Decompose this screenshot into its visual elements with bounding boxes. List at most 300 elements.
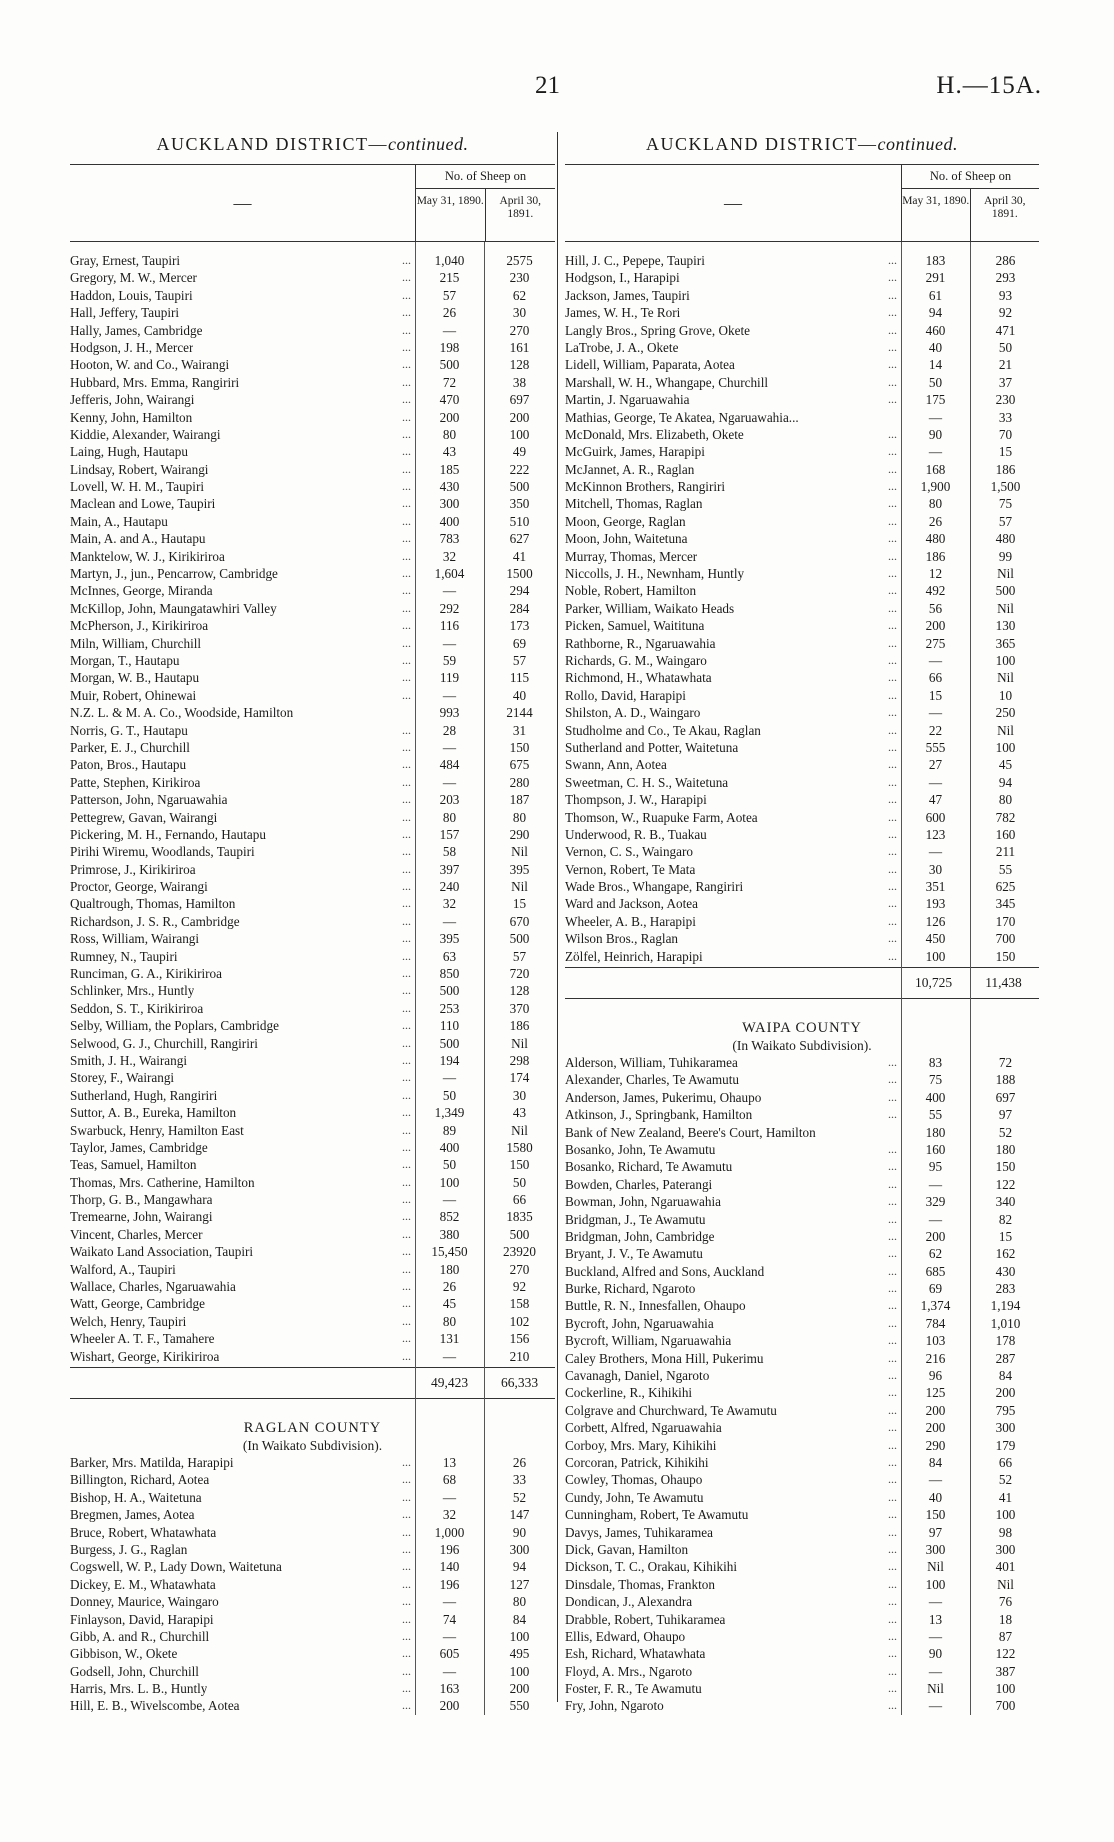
table-row xyxy=(565,1628,1039,1645)
sheep-1890: 74 xyxy=(442,1611,457,1627)
leader-dots: ... xyxy=(888,513,897,528)
table-row xyxy=(70,1576,555,1593)
owner-name: Hodgson, J. H., Mercer xyxy=(70,339,194,355)
owner-name: Buttle, R. N., Innesfallen, Ohaupo xyxy=(565,1298,746,1314)
leader-dots: ... xyxy=(402,618,411,633)
sheep-1891: 180 xyxy=(995,1141,1016,1157)
sheep-1891: 370 xyxy=(509,1000,530,1016)
owner-name: Foster, F. R., Te Awamutu xyxy=(565,1681,702,1697)
table-row xyxy=(70,269,555,286)
owner-name: Cockerline, R., Kihikihi xyxy=(565,1385,693,1401)
owner-name: Gibb, A. and R., Churchill xyxy=(70,1628,210,1644)
owner-name: Buckland, Alfred and Sons, Auckland xyxy=(565,1263,765,1279)
sheep-1891: 94 xyxy=(998,774,1013,790)
sheep-1890: 50 xyxy=(928,374,943,390)
sheep-1891: 284 xyxy=(509,600,530,616)
leader-dots: ... xyxy=(402,513,411,528)
col-header-1890: May 31, 1890. xyxy=(416,189,486,241)
sheep-1890: 43 xyxy=(442,444,457,460)
sheep-1891: 41 xyxy=(998,1489,1013,1505)
owner-name: Thompson, J. W., Harapipi xyxy=(565,792,707,808)
sheep-1891: 697 xyxy=(995,1089,1016,1105)
sheep-1891: 100 xyxy=(509,1628,530,1644)
sheep-1890: — xyxy=(442,1628,457,1644)
sheep-1891: 92 xyxy=(512,1279,527,1295)
sheep-1891: 99 xyxy=(998,548,1013,564)
leader-dots: ... xyxy=(888,1489,897,1504)
table-row xyxy=(565,1506,1039,1523)
sheep-1890: 380 xyxy=(439,1226,460,1242)
owners-table xyxy=(70,242,555,1715)
table-row xyxy=(70,895,555,912)
sheep-1891: Nil xyxy=(997,722,1014,738)
sheep-1890: 83 xyxy=(928,1055,943,1071)
owner-name: Hooton, W. and Co., Wairangi xyxy=(70,357,230,373)
sheep-1890: — xyxy=(442,687,457,703)
sheep-1891: 100 xyxy=(995,1681,1016,1697)
leader-dots: ... xyxy=(888,1246,897,1261)
owner-name: Martyn, J., jun., Pencarrow, Cambridge xyxy=(70,566,278,582)
owner-name: Martin, J. Ngaruawahia xyxy=(565,392,690,408)
sheep-1890: 15 xyxy=(928,687,943,703)
table-row xyxy=(70,1122,555,1139)
sheep-1890: 90 xyxy=(928,1646,943,1662)
sheep-1891: 700 xyxy=(995,1698,1016,1714)
leader-dots: ... xyxy=(888,600,897,615)
leader-dots: ... xyxy=(888,913,897,928)
table-row xyxy=(565,548,1039,565)
leader-dots: ... xyxy=(402,966,411,981)
leader-dots: ... xyxy=(888,444,897,459)
leader-dots: ... xyxy=(888,1159,897,1174)
sheep-1890: 45 xyxy=(442,1296,457,1312)
sheep-1891: 43 xyxy=(512,1105,527,1121)
sheep-1890: 292 xyxy=(439,600,460,616)
sheep-1890: 157 xyxy=(439,826,460,842)
table-row xyxy=(565,530,1039,547)
leader-dots: ... xyxy=(888,844,897,859)
sheep-1890: Nil xyxy=(927,1681,944,1697)
document-reference: H.—15A. xyxy=(936,72,1042,99)
leader-dots: ... xyxy=(402,792,411,807)
sheep-1890: 80 xyxy=(442,426,457,442)
sheep-1891: 57 xyxy=(512,652,527,668)
owner-name: Bowden, Charles, Paterangi xyxy=(565,1176,713,1192)
sheep-1890: 80 xyxy=(928,496,943,512)
sheep-1890: 119 xyxy=(439,670,460,686)
sheep-1890: 484 xyxy=(439,757,460,773)
leader-dots: ... xyxy=(888,253,897,267)
owner-name: Bank of New Zealand, Beere's Court, Hamilton xyxy=(565,1124,816,1140)
sheep-1890: 32 xyxy=(442,896,457,912)
leader-dots: ... xyxy=(402,1018,411,1033)
sheep-1890: 13 xyxy=(928,1611,943,1627)
sheep-1891: 280 xyxy=(509,774,530,790)
sheep-1891: 300 xyxy=(509,1541,530,1557)
sheep-1891: 401 xyxy=(995,1559,1016,1575)
owner-name: Hall, Jeffery, Taupiri xyxy=(70,305,180,321)
sheep-1891: 161 xyxy=(509,339,530,355)
sheep-1890: 40 xyxy=(928,1489,943,1505)
owner-name: Swann, Ann, Aotea xyxy=(565,757,667,773)
sheep-1891: 210 xyxy=(509,1348,530,1364)
owner-name: Alderson, William, Tuhikaramea xyxy=(565,1055,738,1071)
table-row xyxy=(565,426,1039,443)
sheep-1891: 57 xyxy=(998,513,1013,529)
table-row xyxy=(565,582,1039,599)
owner-name: Corbett, Alfred, Ngaruawahia xyxy=(565,1420,722,1436)
sheep-1890: — xyxy=(442,322,457,338)
leader-dots: ... xyxy=(402,409,411,424)
sheep-1891: 97 xyxy=(998,1107,1013,1123)
total-row xyxy=(565,967,1039,999)
sheep-1891: 200 xyxy=(509,1681,530,1697)
sheep-1890: 783 xyxy=(439,531,460,547)
table-row xyxy=(565,565,1039,582)
table-row xyxy=(70,1278,555,1295)
sheep-1891: 2144 xyxy=(506,705,533,721)
leader-dots: ... xyxy=(888,739,897,754)
leader-dots: ... xyxy=(402,826,411,841)
table-row xyxy=(70,861,555,878)
sheep-1890: 685 xyxy=(925,1263,946,1279)
sheep-1891: 94 xyxy=(512,1559,527,1575)
table-row xyxy=(565,1297,1039,1314)
owner-name: Tremearne, John, Wairangi xyxy=(70,1209,213,1225)
leader-dots: ... xyxy=(888,1455,897,1469)
leader-dots: ... xyxy=(402,1663,411,1678)
sheep-1890: — xyxy=(928,1176,943,1192)
table-row xyxy=(565,600,1039,617)
sheep-1891: 93 xyxy=(998,287,1013,303)
sheep-1890: 69 xyxy=(928,1281,943,1297)
sheep-1891: 98 xyxy=(998,1524,1013,1540)
sheep-1890: 198 xyxy=(439,339,460,355)
owner-name: Richards, G. M., Waingaro xyxy=(565,652,707,668)
table-row xyxy=(565,1350,1039,1367)
owner-name: Parker, E. J., Churchill xyxy=(70,739,190,755)
leader-dots: ... xyxy=(888,1507,897,1522)
sheep-1891: 69 xyxy=(512,635,527,651)
leader-dots: ... xyxy=(402,1000,411,1015)
leader-dots: ... xyxy=(402,1157,411,1172)
sheep-1890: 400 xyxy=(925,1089,946,1105)
sheep-1891: 150 xyxy=(509,739,530,755)
sheep-1890: 215 xyxy=(439,270,460,286)
table-row xyxy=(70,548,555,565)
leader-dots: ... xyxy=(402,1524,411,1539)
owner-name: Bryant, J. V., Te Awamutu xyxy=(565,1246,703,1262)
leader-dots: ... xyxy=(402,1541,411,1556)
table-row xyxy=(70,495,555,512)
table-row xyxy=(565,443,1039,460)
total-1890: 10,725 xyxy=(914,975,953,991)
sheep-1890: 100 xyxy=(925,1576,946,1592)
owner-name: Paton, Bros., Hautapu xyxy=(70,757,187,773)
table-row xyxy=(70,1330,555,1347)
leader-dots: ... xyxy=(888,1472,897,1487)
total-row xyxy=(70,1367,555,1399)
owner-name: Vernon, C. S., Waingaro xyxy=(565,844,693,860)
sheep-1891: 293 xyxy=(995,270,1016,286)
table-row xyxy=(565,809,1039,826)
leader-dots: ... xyxy=(402,913,411,928)
leader-dots: ... xyxy=(888,357,897,372)
sheep-1890: 116 xyxy=(439,618,460,634)
sheep-1890: 13 xyxy=(442,1455,457,1470)
leader-dots: ... xyxy=(402,357,411,372)
owner-name: Bycroft, John, Ngaruawahia xyxy=(565,1315,714,1331)
table-row xyxy=(70,600,555,617)
sheep-1890: 14 xyxy=(928,357,943,373)
table-row xyxy=(565,1158,1039,1175)
sheep-1890: — xyxy=(442,635,457,651)
leader-dots: ... xyxy=(888,722,897,737)
leader-dots: ... xyxy=(888,931,897,946)
table-row xyxy=(70,1663,555,1680)
sheep-1890: 186 xyxy=(925,548,946,564)
owner-name: Muir, Robert, Ohinewai xyxy=(70,687,197,703)
table-row xyxy=(70,409,555,426)
table-row xyxy=(70,1697,555,1714)
table-row xyxy=(70,1017,555,1034)
leader-dots: ... xyxy=(888,305,897,320)
sheep-count-title: No. of Sheep on xyxy=(416,165,555,189)
table-row xyxy=(565,1680,1039,1697)
sheep-1890: 175 xyxy=(925,392,946,408)
table-row xyxy=(565,1245,1039,1262)
owner-name: Thomson, W., Ruapuke Farm, Aotea xyxy=(565,809,758,825)
table-row xyxy=(70,913,555,930)
leader-dots: ... xyxy=(402,1296,411,1311)
owner-name: Cowley, Thomas, Ohaupo xyxy=(565,1472,703,1488)
leader-dots: ... xyxy=(402,983,411,998)
owner-name: Drabble, Robert, Tuhikaramea xyxy=(565,1611,726,1627)
sheep-1890: 90 xyxy=(928,426,943,442)
table-row xyxy=(565,652,1039,669)
page-number: 21 xyxy=(535,72,560,99)
owner-name: Barker, Mrs. Matilda, Harapipi xyxy=(70,1455,234,1470)
sheep-1890: 80 xyxy=(442,1313,457,1329)
owner-name: Patte, Stephen, Kirikiroa xyxy=(70,774,201,790)
owner-name: Waikato Land Association, Taupiri xyxy=(70,1244,254,1260)
leader-dots: ... xyxy=(402,896,411,911)
owner-name: Anderson, James, Pukerimu, Ohaupo xyxy=(565,1089,762,1105)
leader-dots: ... xyxy=(402,1279,411,1294)
sheep-1891: 670 xyxy=(509,913,530,929)
owner-name: Moon, George, Raglan xyxy=(565,513,686,529)
sheep-1891: 365 xyxy=(995,635,1016,651)
leader-dots: ... xyxy=(888,1437,897,1452)
sheep-1891: 287 xyxy=(995,1350,1016,1366)
sheep-1890: 160 xyxy=(925,1141,946,1157)
leader-dots: ... xyxy=(402,1681,411,1696)
leader-dots: ... xyxy=(888,1628,897,1643)
owner-name: Jefferis, John, Wairangi xyxy=(70,392,195,408)
sheep-1891: 300 xyxy=(995,1541,1016,1557)
owner-name: McPherson, J., Kirikiriroa xyxy=(70,618,209,634)
sheep-1891: 100 xyxy=(995,652,1016,668)
owner-name: Donney, Maurice, Waingaro xyxy=(70,1594,219,1610)
table-row xyxy=(70,1471,555,1488)
sheep-1891: 57 xyxy=(512,948,527,964)
table-row xyxy=(70,1489,555,1506)
leader-dots: ... xyxy=(888,1211,897,1226)
sheep-1891: 84 xyxy=(998,1368,1013,1384)
owner-name: Hubbard, Mrs. Emma, Rangiriri xyxy=(70,374,240,390)
sheep-1890: — xyxy=(928,1663,943,1679)
leader-dots: ... xyxy=(402,1628,411,1643)
leader-dots: ... xyxy=(888,896,897,911)
table-row xyxy=(70,322,555,339)
table-row xyxy=(565,1054,1039,1071)
table-row xyxy=(565,913,1039,930)
sheep-1891: 100 xyxy=(995,1507,1016,1523)
owner-name: Main, A., Hautapu xyxy=(70,513,168,529)
table-row xyxy=(565,843,1039,860)
sheep-1891: 170 xyxy=(995,913,1016,929)
leader-dots: ... xyxy=(402,670,411,685)
table-row xyxy=(70,669,555,686)
owner-name: Miln, William, Churchill xyxy=(70,635,202,651)
table-row xyxy=(70,1593,555,1610)
sheep-1890: 200 xyxy=(925,1402,946,1418)
sheep-1891: Nil xyxy=(997,670,1014,686)
owner-name: Wishart, George, Kirikiriroa xyxy=(70,1348,220,1364)
sheep-1891: 627 xyxy=(509,531,530,547)
owner-name: Parker, William, Waikato Heads xyxy=(565,600,735,616)
owner-name: Zölfel, Heinrich, Harapipi xyxy=(565,948,703,964)
sheep-1891: 510 xyxy=(509,513,530,529)
table-row xyxy=(70,1104,555,1121)
leader-dots: ... xyxy=(888,270,897,285)
sheep-1890: 61 xyxy=(928,287,943,303)
leader-dots: ... xyxy=(402,1331,411,1346)
table-row xyxy=(565,287,1039,304)
owner-name: Swarbuck, Henry, Hamilton East xyxy=(70,1122,244,1138)
sheep-1890: 55 xyxy=(928,1107,943,1123)
leader-dots: ... xyxy=(888,635,897,650)
sheep-1891: Nil xyxy=(997,566,1014,582)
sheep-1890: 1,900 xyxy=(920,479,951,495)
total-1890: 49,423 xyxy=(430,1375,469,1390)
leader-dots: ... xyxy=(888,705,897,720)
table-row xyxy=(565,1263,1039,1280)
sheep-1891: 40 xyxy=(512,687,527,703)
leader-dots: ... xyxy=(888,652,897,667)
leader-dots: ... xyxy=(888,861,897,876)
sheep-1891: 130 xyxy=(995,618,1016,634)
sheep-1891: 90 xyxy=(512,1524,527,1540)
sheep-1891: 1,010 xyxy=(990,1315,1021,1331)
table-row xyxy=(565,1558,1039,1575)
leader-dots: ... xyxy=(402,1209,411,1224)
sheep-1891: 127 xyxy=(509,1576,530,1592)
owner-name: Walford, A., Taupiri xyxy=(70,1261,176,1277)
table-row xyxy=(70,374,555,391)
table-row xyxy=(565,1332,1039,1349)
table-row xyxy=(70,478,555,495)
table-row xyxy=(565,1663,1039,1680)
owner-name: James, W. H., Te Rori xyxy=(565,305,681,321)
sheep-1890: 62 xyxy=(928,1246,943,1262)
owner-name: Teas, Samuel, Hamilton xyxy=(70,1157,197,1173)
sheep-1890: 26 xyxy=(442,305,457,321)
leader-dots: ... xyxy=(402,687,411,702)
total-1891: 11,438 xyxy=(985,975,1022,991)
table-row xyxy=(70,1087,555,1104)
table-row xyxy=(70,513,555,530)
owner-name: Floyd, A. Mrs., Ngaroto xyxy=(565,1663,693,1679)
col-header-1890: May 31, 1890. xyxy=(902,189,971,241)
leader-dots: ... xyxy=(402,1105,411,1120)
leader-dots: ... xyxy=(888,687,897,702)
owner-name: Watt, George, Cambridge xyxy=(70,1296,205,1312)
sheep-1890: 203 xyxy=(439,792,460,808)
leader-dots: ... xyxy=(888,461,897,476)
sheep-1890: 200 xyxy=(925,1420,946,1436)
sheep-1890: 15,450 xyxy=(431,1244,468,1260)
county-subtitle: (In Waikato Subdivision). xyxy=(242,1438,383,1453)
owner-name: Wheeler A. T. F., Tamahere xyxy=(70,1331,215,1347)
leader-dots: ... xyxy=(402,322,411,337)
table-row xyxy=(565,1489,1039,1506)
table-row xyxy=(70,356,555,373)
sheep-1890: — xyxy=(442,1663,457,1679)
sheep-1891: 82 xyxy=(998,1211,1013,1227)
left-column xyxy=(70,132,555,1715)
sheep-1891: 75 xyxy=(998,496,1013,512)
leader-dots: ... xyxy=(888,1420,897,1435)
table-row xyxy=(565,1315,1039,1332)
sheep-1890: 30 xyxy=(928,861,943,877)
table-row xyxy=(565,356,1039,373)
owner-name: Ellis, Edward, Ohaupo xyxy=(565,1628,686,1644)
sheep-1891: 283 xyxy=(995,1281,1016,1297)
sheep-1890: 185 xyxy=(439,461,460,477)
table-row xyxy=(565,391,1039,408)
owner-name: Finlayson, David, Harapipi xyxy=(70,1611,214,1627)
leader-dots: ... xyxy=(888,1559,897,1574)
sheep-1890: — xyxy=(928,1211,943,1227)
owner-name: Marshall, W. H., Whangape, Churchill xyxy=(565,374,769,390)
table-row xyxy=(70,791,555,808)
leader-dots: ... xyxy=(402,809,411,824)
table-row xyxy=(70,582,555,599)
leader-dots: ... xyxy=(888,1350,897,1365)
sheep-1891: 122 xyxy=(995,1176,1016,1192)
sheep-1890: 89 xyxy=(442,1122,457,1138)
sheep-1891: 2575 xyxy=(506,253,533,268)
sheep-1890: — xyxy=(442,774,457,790)
owner-name: Atkinson, J., Springbank, Hamilton xyxy=(565,1107,753,1123)
district-heading xyxy=(565,132,1039,156)
sheep-1891: 222 xyxy=(509,461,530,477)
sheep-1891: 340 xyxy=(995,1194,1016,1210)
table-row xyxy=(565,861,1039,878)
leader-dots: ... xyxy=(888,426,897,441)
owner-name: Norris, G. T., Hautapu xyxy=(70,722,188,738)
leader-dots: ... xyxy=(888,1107,897,1122)
leader-dots: ... xyxy=(888,1298,897,1313)
sheep-1890: 329 xyxy=(925,1194,946,1210)
owner-name: Laing, Hugh, Hautapu xyxy=(70,444,188,460)
table-row xyxy=(565,878,1039,895)
owner-name: Vernon, Robert, Te Mata xyxy=(565,861,696,877)
table-row xyxy=(565,1367,1039,1384)
sheep-1891: 500 xyxy=(509,1226,530,1242)
table-row xyxy=(70,339,555,356)
